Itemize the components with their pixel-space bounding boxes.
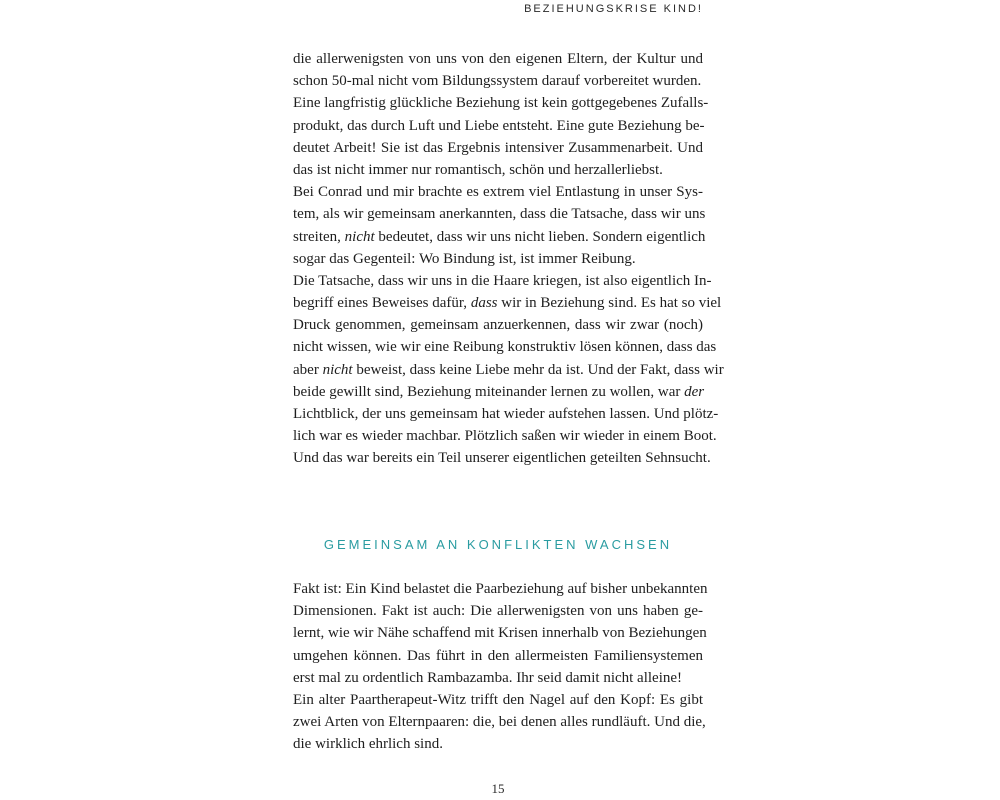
- text-line: [293, 270, 712, 292]
- text-run: aber: [293, 361, 323, 378]
- text-line: [293, 203, 706, 225]
- emphasis-text: nicht: [344, 228, 375, 245]
- text-line: [293, 622, 707, 644]
- text-line: [293, 181, 703, 203]
- text-run: lich war es wieder machbar. Plötzlich saßen wir wieder in einem Boot.: [293, 428, 717, 445]
- text-run: Fakt ist: Ein Kind belastet die Paarbeziehung auf bisher unbekannten: [293, 581, 708, 597]
- text-line: [293, 248, 703, 270]
- page-number: 15: [491, 781, 505, 796]
- text-run: nicht wissen, wie wir eine Reibung konstruktiv lösen können, dass das: [293, 339, 717, 356]
- text-run: Lichtblick, der uns gemeinsam hat wieder aufstehen lassen. Und plötz-: [293, 406, 719, 422]
- text-line: [293, 733, 703, 755]
- text-run: Druck genommen, gemeinsam anzuerkennen, dass wir zwar (noch): [293, 317, 703, 334]
- text-run: das ist nicht immer nur romantisch, schön und herzallerliebst.: [293, 161, 663, 178]
- text-run: Ein alter Paartherapeut-Witz trifft den Nagel auf den Kopf: Es gibt: [293, 691, 703, 708]
- text-line: [293, 381, 703, 403]
- running-head: BEZIEHUNGSKRISE KIND!: [524, 3, 703, 15]
- text-run: Die Tatsache, dass wir uns in die Haare kriegen, ist also eigentlich In-: [293, 272, 712, 289]
- text-line: [293, 667, 703, 689]
- text-run: wir in Beziehung sind. Es hat so viel: [497, 295, 722, 312]
- text-run: begriff eines Beweises dafür,: [293, 295, 471, 312]
- text-line: [293, 314, 703, 336]
- text-line: [293, 645, 703, 667]
- text-run: bedeutet, dass wir uns nicht lieben. Sondern eigentlich: [374, 228, 706, 245]
- text-line: [293, 336, 717, 358]
- text-run: beide gewillt sind, Beziehung miteinander lernen zu wollen, war: [293, 383, 685, 400]
- text-run: streiten,: [293, 228, 345, 245]
- text-line: [293, 425, 717, 447]
- text-run: beweist, dass keine Liebe mehr da ist. Und der Fakt, dass wir: [352, 361, 724, 378]
- text-run: Eine langfristig glückliche Beziehung ist kein gottgegebenes Zufalls-: [293, 95, 709, 112]
- text-run: schon 50-mal nicht vom Bildungssystem darauf vorbereitet wurden.: [293, 73, 702, 90]
- text-line: [293, 711, 706, 733]
- text-run: deutet Arbeit! Sie ist das Ergebnis intensiver Zusammenarbeit. Und: [293, 139, 703, 156]
- emphasis-text: nicht: [322, 361, 353, 378]
- text-line: [293, 292, 722, 314]
- text-line: [293, 226, 706, 248]
- text-run: lernt, wie wir Nähe schaffend mit Krisen innerhalb von Beziehungen: [293, 625, 707, 642]
- emphasis-text: der: [684, 383, 705, 400]
- text-line: [293, 600, 703, 622]
- text-line: [293, 70, 703, 92]
- text-line: [293, 115, 703, 137]
- text-run: umgehen können. Das führt in den allermeisten Familiensystemen: [293, 647, 703, 664]
- text-line: [293, 137, 703, 159]
- text-line: [293, 92, 709, 114]
- text-run: tem, als wir gemeinsam anerkannten, dass die Tatsache, dass wir uns: [293, 206, 706, 223]
- text-line: [293, 447, 711, 469]
- text-run: Bei Conrad und mir brachte es extrem viel Entlastung in unser Sys-: [293, 184, 703, 201]
- text-run: zwei Arten von Elternpaaren: die, bei denen alles rundläuft. Und die,: [293, 714, 706, 731]
- text-line: [293, 578, 708, 600]
- text-line: [293, 159, 703, 181]
- text-line: [293, 48, 703, 70]
- paragraph-block-1: [293, 48, 724, 470]
- section-heading: GEMEINSAM AN KONFLIKTEN WACHSEN: [323, 537, 673, 552]
- paragraph-block-2: [293, 578, 708, 756]
- text-run: Und das war bereits ein Teil unserer eigentlichen geteilten Sehnsucht.: [293, 450, 711, 467]
- text-run: sogar das Gegenteil: Wo Bindung ist, ist immer Reibung.: [293, 250, 636, 267]
- emphasis-text: dass: [470, 295, 498, 312]
- text-run: produkt, das durch Luft und Liebe entsteht. Eine gute Beziehung be-: [293, 117, 705, 134]
- text-run: Dimensionen. Fakt ist auch: Die allerwenigsten von uns haben ge-: [293, 603, 703, 620]
- text-run: die allerwenigsten von uns von den eigenen Eltern, der Kultur und: [293, 51, 703, 67]
- text-line: [293, 689, 703, 711]
- text-line: [293, 403, 719, 425]
- text-run: die wirklich ehrlich sind.: [293, 736, 443, 753]
- text-line: [293, 359, 724, 381]
- text-run: erst mal zu ordentlich Rambazamba. Ihr seid damit nicht alleine!: [293, 669, 683, 686]
